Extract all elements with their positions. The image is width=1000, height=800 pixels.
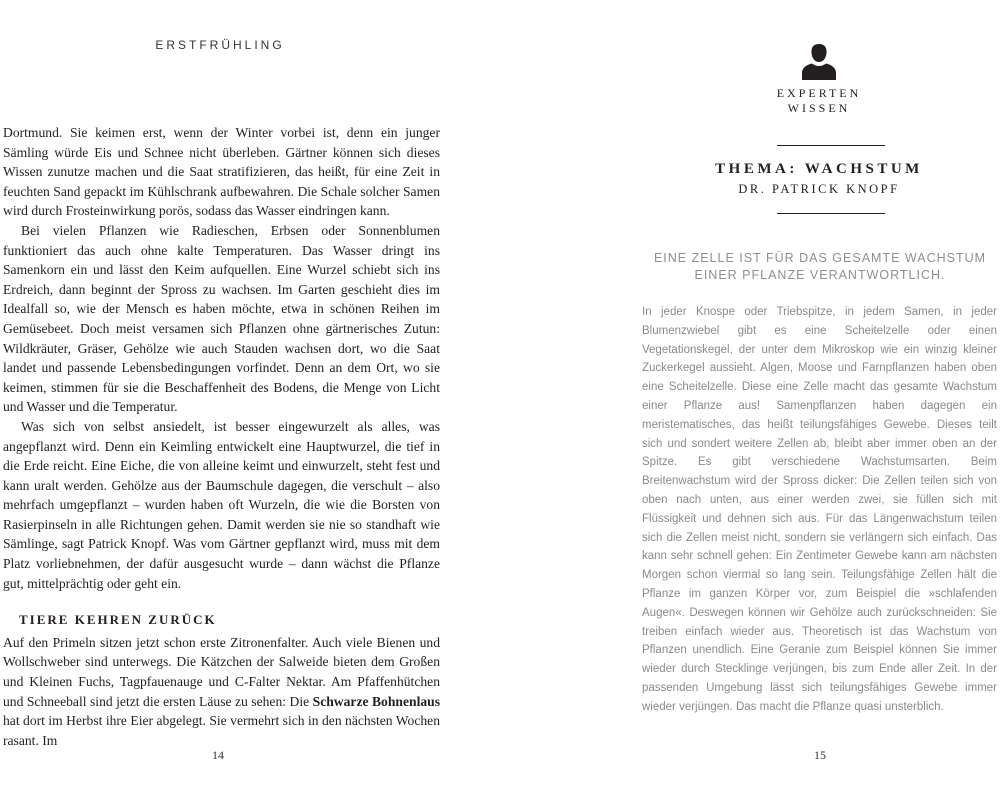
author-name: DR. PATRICK KNOPF — [738, 182, 900, 196]
sidebar-body: In jeder Knospe oder Triebspitze, in jedem Samen, in jeder Blumenzwiebel gibt es eine Scheitelzelle oder einen Vegetationskegel, der unter dem Mikroskop wie ein winzig kleiner Zuckerkegel aussieht. Algen, Moose und Farnpflanzen haben oben eine Scheitelzelle. Diese eine Zelle macht das gesamte Wachstum einer Pflanze aus! Samenpflanzen haben dagegen ein meristematisches, das heißt teilungsfähiges Gewebe. Dieses teilt sich und sondert weitere Zellen ab, bleibt aber immer oben an der Spitze. Es gibt verschiedene Wachstumsarten. Beim Breitenwachstum wird der Spross dicker: Die Zellen teilen sich von oben nach unten, aus einer werden zwei, sie füllen sich mit Flüssigkeit und dehnen sich aus. Für das Längenwachstum teilen sich die Zellen meist nicht, sondern sie verlängern sich einfach. Das kann sehr schnell gehen: Ein Zentimeter Gewebe kann am nächsten Morgen schon viermal so lang sein. Teilungsfähige Zellen hält die Pflanze im ganzen Körper vor, zum Beispiel die »schlafenden Augen«. Deswegen können wir Gehölze auch zurückschneiden: Sie treiben einfach wieder aus. Theoretisch ist das Wachstum von Pflanzen unendlich. Eine Geranie zum Beispiel können Sie immer wieder durch Stecklinge verjüngen, bis zum Ende aller Zeit. In der passenden Umgebung lässt sich teilungsfähiges Gewebe immer wieder verjüngen. Das macht die Pflanze quasi unsterblich. — [642, 306, 997, 713]
paragraph — [3, 633, 440, 751]
expert-label — [719, 86, 919, 116]
main-text — [3, 123, 440, 750]
paragraph: Dortmund. Sie keimen erst, wenn der Winter vorbei ist, denn ein junger Sämling würde Eis und Schnee nicht überleben. Gärtner können sich dieses Wissen zunutze machen und die Saat stratifizieren, das heißt, für eine Zeit in feuchten Sand gepackt im Kühlschrank aufbewahren. Die Schale solcher Samen wird durch Frosteinwirkung porös, sodass das Wasser eindringen kann. — [3, 125, 440, 219]
label-line: EXPERTEN — [776, 86, 862, 100]
lead-text: EINE ZELLE IST FÜR DAS GESAMTE WACHSTUM EINER PFLANZE VERANTWORTLICH. — [653, 251, 987, 282]
theme-title: THEMA: WACHSTUM — [715, 161, 923, 177]
bold-term: Schwarze Bohnenlaus — [312, 693, 440, 709]
paragraph: Bei vielen Pflanzen wie Radieschen, Erbsen oder Sonnenblumen funktioniert das auch ohne kalte Temperaturen. Das Wasser dringt ins Samenkorn ein und lässt den Keim aufquellen. Eine Wurzel schiebt sich ins Erdreich, dann beginnt der Spross zu wachsen. Im Garten geschieht dies im Idealfall so, wie der Mensch es haben möchte, etwa in schönen Reihen im Gemüsebeet. Doch meist versamen sich Pflanzen ohne gärtnerisches Zutun: Wildkräuter, Gräser, Gehölze wie auch Stauden wachsen dort, wo die Saat landet und passende Lebensbedingungen vorfindet. Denn an dem Ort, wo sie keimen, stimmen für sie die Beschaffenheit des Bodens, die Menge von Licht und Wasser und die Temperatur. — [3, 222, 440, 415]
divider — [777, 145, 885, 146]
person-silhouette-icon — [802, 42, 836, 80]
right-page — [500, 0, 1000, 800]
text-run: Auf den Primeln sitzen jetzt schon erste Zitronenfalter. Auch viele Bienen und Wollschweber sind unterwegs. Die Kätzchen der Salweide bieten dem Großen und Kleinen Fuchs, Tagpfauenauge und C-Falter Nektar. Am Pfaffenhütchen und Schneeball sind jetzt die ersten Läuse zu sehen: Die — [3, 634, 440, 709]
paragraph: Was sich von selbst ansiedelt, ist besser eingewurzelt als alles, was angepflanzt wird. Denn ein Keimling entwickelt eine Hauptwurzel, die tief in die Erde reicht. Eine Eiche, die von alleine keimt und einwurzelt, steht fest und kann uralt werden. Gehölze aus der Baumschule dagegen, die verschult – also mehrfach umgepflanzt – wurden haben oft Wurzeln, die wie die Borsten von Rasierpinseln in alle Richtungen gehen. Damit werden sie nie so standhaft wie Sämlinge, sagt Patrick Knopf. Was vom Gärtner gepflanzt wird, muss mit dem Platz vorliebnehmen, der dafür ausgesucht wurde – dann wächst die Pflanze gut, mittelprächtig oder geht ein. — [3, 418, 440, 591]
text-run: hat dort im Herbst ihre Eier abgelegt. Sie vermehrt sich in den nächsten Wochen rasant. Im — [3, 713, 440, 748]
page-number: 14 — [212, 748, 224, 762]
divider — [777, 213, 885, 214]
label-line: WISSEN — [787, 101, 851, 115]
page-number: 15 — [814, 748, 826, 762]
running-head: ERSTFRÜHLING — [155, 38, 285, 52]
section-heading: TIERE KEHREN ZURÜCK — [19, 612, 217, 628]
